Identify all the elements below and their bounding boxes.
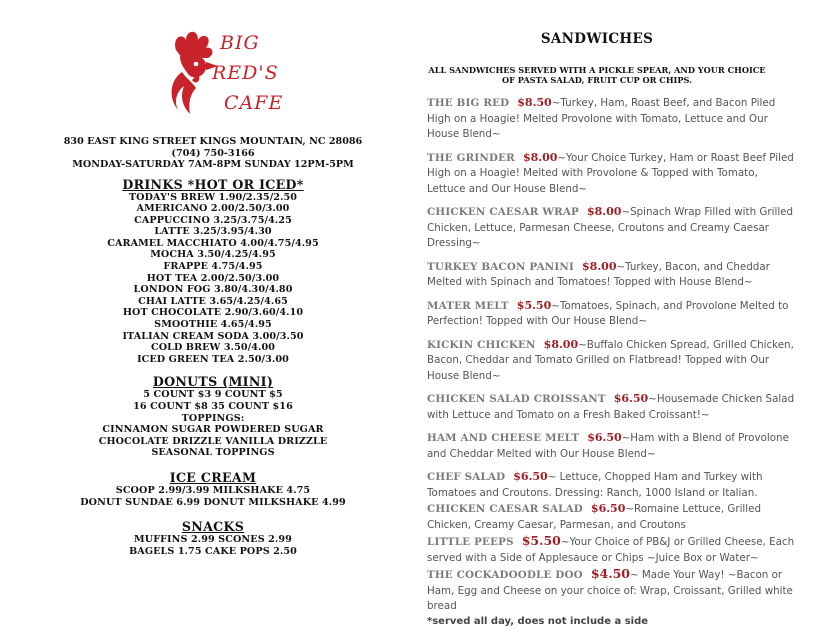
sandwich-description: ~Buffalo Chicken Spread, Grilled Chicken, Bacon, Cheddar and Tomato Grilled on Flatbread! Topped with Our House Blend~: [427, 338, 794, 382]
drink-item: SMOOTHIE 4.65/4.95: [154, 319, 272, 331]
snack-item: BAGELS 1.75 CAKE POPS 2.50: [129, 545, 297, 557]
ice-cream-item: DONUT SUNDAE 6.99 DONUT MILKSHAKE 4.99: [80, 496, 346, 508]
sandwich-description: ~Tomatoes, Spinach, and Provolone Melted to Perfection! Topped with Our House Blend~: [427, 299, 789, 327]
sandwich-description: ~Your Choice Turkey, Ham or Roast Beef Piled High on a Hoagie! Melted with Provolone & Topped with Tomato, Lettuce and Our House Blend~: [427, 151, 794, 195]
sandwich-price: $8.00: [543, 337, 579, 351]
sandwich-price: $8.00: [522, 150, 558, 164]
sandwich-name: TURKEY BACON PANINI: [427, 260, 575, 273]
drink-item: TODAY'S BREW 1.90/2.35/2.50: [128, 191, 298, 203]
sandwich-item: [427, 337, 797, 385]
hours: MONDAY-SATURDAY 7AM-8PM SUNDAY 12PM-5PM: [72, 159, 354, 170]
donuts-heading: DONUTS (MINI): [152, 374, 274, 390]
drink-item: FRAPPE 4.75/4.95: [163, 261, 263, 273]
drink-item: CAPPUCCINO 3.25/3.75/4.25: [134, 214, 292, 226]
drink-item: COLD BREW 3.50/4.00: [150, 342, 276, 354]
sandwich-name: CHICKEN CAESAR SALAD: [427, 503, 583, 515]
snack-item: MUFFINS 2.99 SCONES 2.99: [134, 534, 292, 546]
sandwich-item: [427, 150, 797, 198]
sandwich-name: KICKIN CHICKEN: [427, 338, 536, 351]
sandwich-price: $6.50: [613, 392, 649, 405]
left-menu-column: [62, 26, 364, 557]
donut-item: CINNAMON SUGAR POWDERED SUGAR: [102, 424, 324, 436]
sandwich-description: ~Turkey, Ham, Roast Beef, and Bacon Piled High on a Hoagie! Melted Provolone with Tomato, Lettuce and Our House Blend~: [427, 97, 776, 140]
drink-item: HOT TEA 2.00/2.50/3.00: [146, 272, 280, 284]
sandwich-name: THE GRINDER: [427, 151, 515, 164]
sandwich-item: [427, 259, 797, 291]
sandwich-name: HAM AND CHEESE MELT: [427, 432, 580, 444]
right-menu-column: [427, 31, 797, 629]
sandwich-price: $5.50: [521, 533, 561, 548]
sandwich-description: ~Spinach Wrap Filled with Grilled Chicken, Lettuce, Parmesan Cheese, Croutons and Creamy Caesar Dressing~: [427, 206, 794, 249]
donut-item: 16 COUNT $8 35 COUNT $16: [133, 401, 293, 412]
drink-item: ITALIAN CREAM SODA 3.00/3.50: [122, 330, 304, 342]
snacks-heading: SNACKS: [181, 519, 245, 535]
sandwich-name: LITTLE PEEPS: [427, 536, 514, 548]
sandwich-item: [427, 298, 797, 330]
sandwich-item: [427, 204, 797, 252]
sandwich-description: ~ Made Your Way! ~Bacon or Ham, Egg and Cheese on your choice of: Wrap, Croissant, Grilled white bread: [427, 569, 793, 612]
sandwich-description: ~ Lettuce, Chopped Ham and Turkey with Tomatoes and Croutons. Dressing: Ranch, 1000 Island or Italian.: [427, 471, 763, 499]
drink-item: LONDON FOG 3.80/4.30/4.80: [133, 284, 293, 296]
sandwich-item: [427, 566, 797, 615]
drink-item: CHAI LATTE 3.65/4.25/4.65: [138, 295, 288, 307]
sandwich-price: $8.00: [586, 205, 622, 218]
sandwich-price: $4.50: [590, 566, 631, 581]
sandwich-price: $6.50: [587, 431, 622, 444]
drink-item: LATTE 3.25/3.95/4.30: [154, 226, 272, 238]
logo-text-big: BIG: [220, 32, 260, 54]
sandwich-price: $5.50: [516, 298, 552, 312]
toppings-label: TOPPINGS:: [181, 412, 245, 424]
sandwich-description: ~Your Choice of PB&J or Grilled Cheese, Each served with a Side of Applesauce or Chips ~Juice Box or Water~: [427, 536, 795, 564]
drink-item: CARAMEL MACCHIATO 4.00/4.75/4.95: [107, 237, 319, 249]
sandwich-description: ~Turkey, Bacon, and Cheddar Melted with Spinach and Tomatoes! Topped with House Blend~: [427, 260, 770, 288]
sandwich-name: CHICKEN CAESAR WRAP: [427, 206, 579, 218]
donut-item: SEASONAL TOPPINGS: [151, 447, 275, 459]
drinks-heading: DRINKS *HOT OR ICED*: [122, 176, 304, 192]
sandwich-item: [427, 95, 797, 143]
sandwich-name: MATER MELT: [427, 299, 509, 312]
drinks-list: [62, 192, 364, 366]
sandwich-footnote: *served all day, does not include a side: [427, 615, 649, 627]
sandwich-item: [427, 501, 797, 533]
sandwich-description: ~Romaine Lettuce, Grilled Chicken, Creamy Caesar, Parmesan, and Croutons: [427, 503, 762, 531]
sandwich-name: THE BIG RED: [427, 97, 510, 109]
logo-text-reds: RED'S: [212, 62, 279, 84]
sandwiches-intro: ALL SANDWICHES SERVED WITH A PICKLE SPEAR, AND YOUR CHOICE OF PASTA SALAD, FRUIT CUP OR CHIPS.: [428, 65, 766, 85]
cafe-info: [62, 136, 364, 171]
donut-item: 5 COUNT $3 9 COUNT $5: [143, 389, 283, 401]
sandwich-price: $6.50: [590, 502, 626, 515]
phone-number: (704) 750-3166: [171, 147, 255, 159]
big-reds-cafe-logo: [62, 26, 364, 122]
sandwich-item: [427, 469, 797, 501]
sandwich-item: [427, 391, 797, 423]
sandwich-list: [427, 95, 797, 629]
ice-cream-list: [62, 485, 364, 508]
sandwich-name: CHICKEN SALAD CROISSANT: [427, 393, 606, 405]
sandwich-name: CHEF SALAD: [427, 471, 506, 483]
donuts-list: [62, 389, 364, 459]
sandwich-price: $8.50: [517, 96, 552, 109]
sandwich-description: ~Housemade Chicken Salad with Lettuce and Tomato on a Fresh Baked Croissant!~: [427, 393, 795, 421]
sandwich-price: $6.50: [513, 470, 548, 483]
sandwich-price: $8.00: [582, 259, 617, 273]
drink-item: HOT CHOCOLATE 2.90/3.60/4.10: [122, 307, 304, 319]
sandwich-item: [427, 533, 797, 566]
sandwich-description: ~Ham with a Blend of Provolone and Cheddar Melted with Our House Blend~: [427, 432, 789, 460]
drink-item: MOCHA 3.50/4.25/4.95: [150, 249, 276, 261]
sandwich-name: THE COCKADOODLE DOO: [427, 569, 583, 581]
sandwich-item: [427, 430, 797, 462]
drink-item: ICED GREEN TEA 2.50/3.00: [137, 353, 289, 365]
drink-item: AMERICANO 2.00/2.50/3.00: [136, 203, 290, 215]
logo-text-cafe: CAFE: [224, 92, 284, 114]
ice-cream-heading: ICE CREAM: [169, 469, 257, 485]
donut-item: CHOCOLATE DRIZZLE VANILLA DRIZZLE: [98, 435, 328, 447]
sandwiches-heading: SANDWICHES: [540, 31, 654, 47]
address: 830 EAST KING STREET KINGS MOUNTAIN, NC 28086: [63, 136, 363, 147]
ice-cream-item: SCOOP 2.99/3.99 MILKSHAKE 4.75: [115, 484, 311, 496]
snacks-list: [62, 534, 364, 557]
